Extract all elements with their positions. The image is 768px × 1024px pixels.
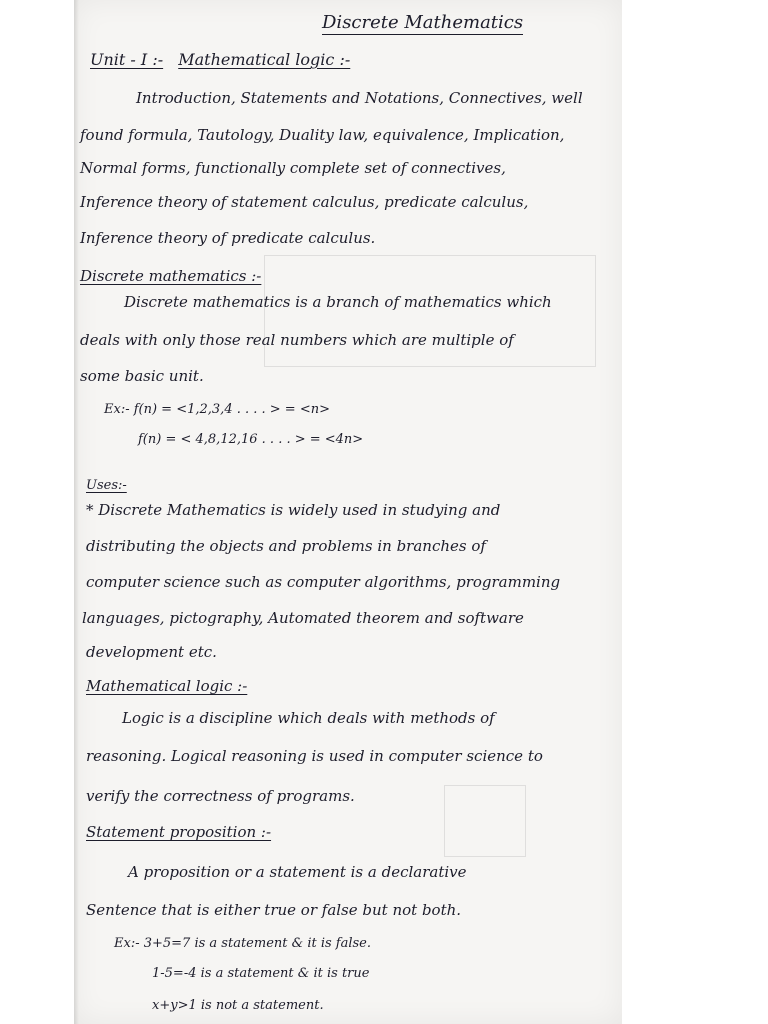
uses-line: distributing the objects and problems in branches of bbox=[86, 537, 486, 555]
logic-heading: Mathematical logic :- bbox=[86, 677, 248, 695]
uses-line: development etc. bbox=[86, 643, 217, 661]
logic-line: verify the correctness of programs. bbox=[86, 787, 355, 805]
document-title: Discrete Mathematics bbox=[322, 12, 524, 33]
uses-line: * Discrete Mathematics is widely used in studying and bbox=[86, 501, 501, 519]
discrete-heading: Discrete mathematics :- bbox=[80, 267, 262, 285]
bleed-through-box bbox=[444, 785, 526, 857]
example-line: Ex:- f(n) = <1,2,3,4 . . . . > = <n> bbox=[104, 402, 330, 417]
example-line: f(n) = < 4,8,12,16 . . . . > = <4n> bbox=[138, 432, 364, 447]
uses-line: languages, pictography, Automated theorem and software bbox=[82, 609, 524, 627]
syllabus-line: Normal forms, functionally complete set of connectives, bbox=[80, 159, 506, 177]
statement-example: x+y>1 is not a statement. bbox=[152, 998, 324, 1013]
syllabus-line: found formula, Tautology, Duality law, equivalence, Implication, bbox=[80, 126, 565, 144]
statement-heading: Statement proposition :- bbox=[86, 823, 272, 841]
unit-topic: Mathematical logic :- bbox=[178, 50, 351, 69]
unit-heading bbox=[90, 50, 350, 70]
discrete-line: Discrete mathematics is a branch of mathematics which bbox=[124, 293, 552, 311]
discrete-line: deals with only those real numbers which are multiple of bbox=[80, 331, 514, 349]
logic-line: reasoning. Logical reasoning is used in computer science to bbox=[86, 747, 543, 765]
logic-line: Logic is a discipline which deals with methods of bbox=[122, 709, 495, 727]
discrete-line: some basic unit. bbox=[80, 367, 204, 385]
uses-line: computer science such as computer algorithms, programming bbox=[86, 573, 561, 591]
statement-line: Sentence that is either true or false but not both. bbox=[86, 901, 462, 919]
statement-line: A proposition or a statement is a declarative bbox=[128, 863, 467, 881]
statement-example: Ex:- 3+5=7 is a statement & it is false. bbox=[114, 936, 372, 951]
syllabus-line: Inference theory of statement calculus, predicate calculus, bbox=[80, 193, 529, 211]
unit-label: Unit - I :- bbox=[90, 50, 164, 69]
notebook-page bbox=[74, 0, 622, 1024]
syllabus-line: Introduction, Statements and Notations, Connectives, well bbox=[136, 89, 583, 107]
statement-example: 1-5=-4 is a statement & it is true bbox=[152, 966, 370, 981]
uses-heading: Uses:- bbox=[86, 478, 127, 493]
syllabus-line: Inference theory of predicate calculus. bbox=[80, 229, 376, 247]
